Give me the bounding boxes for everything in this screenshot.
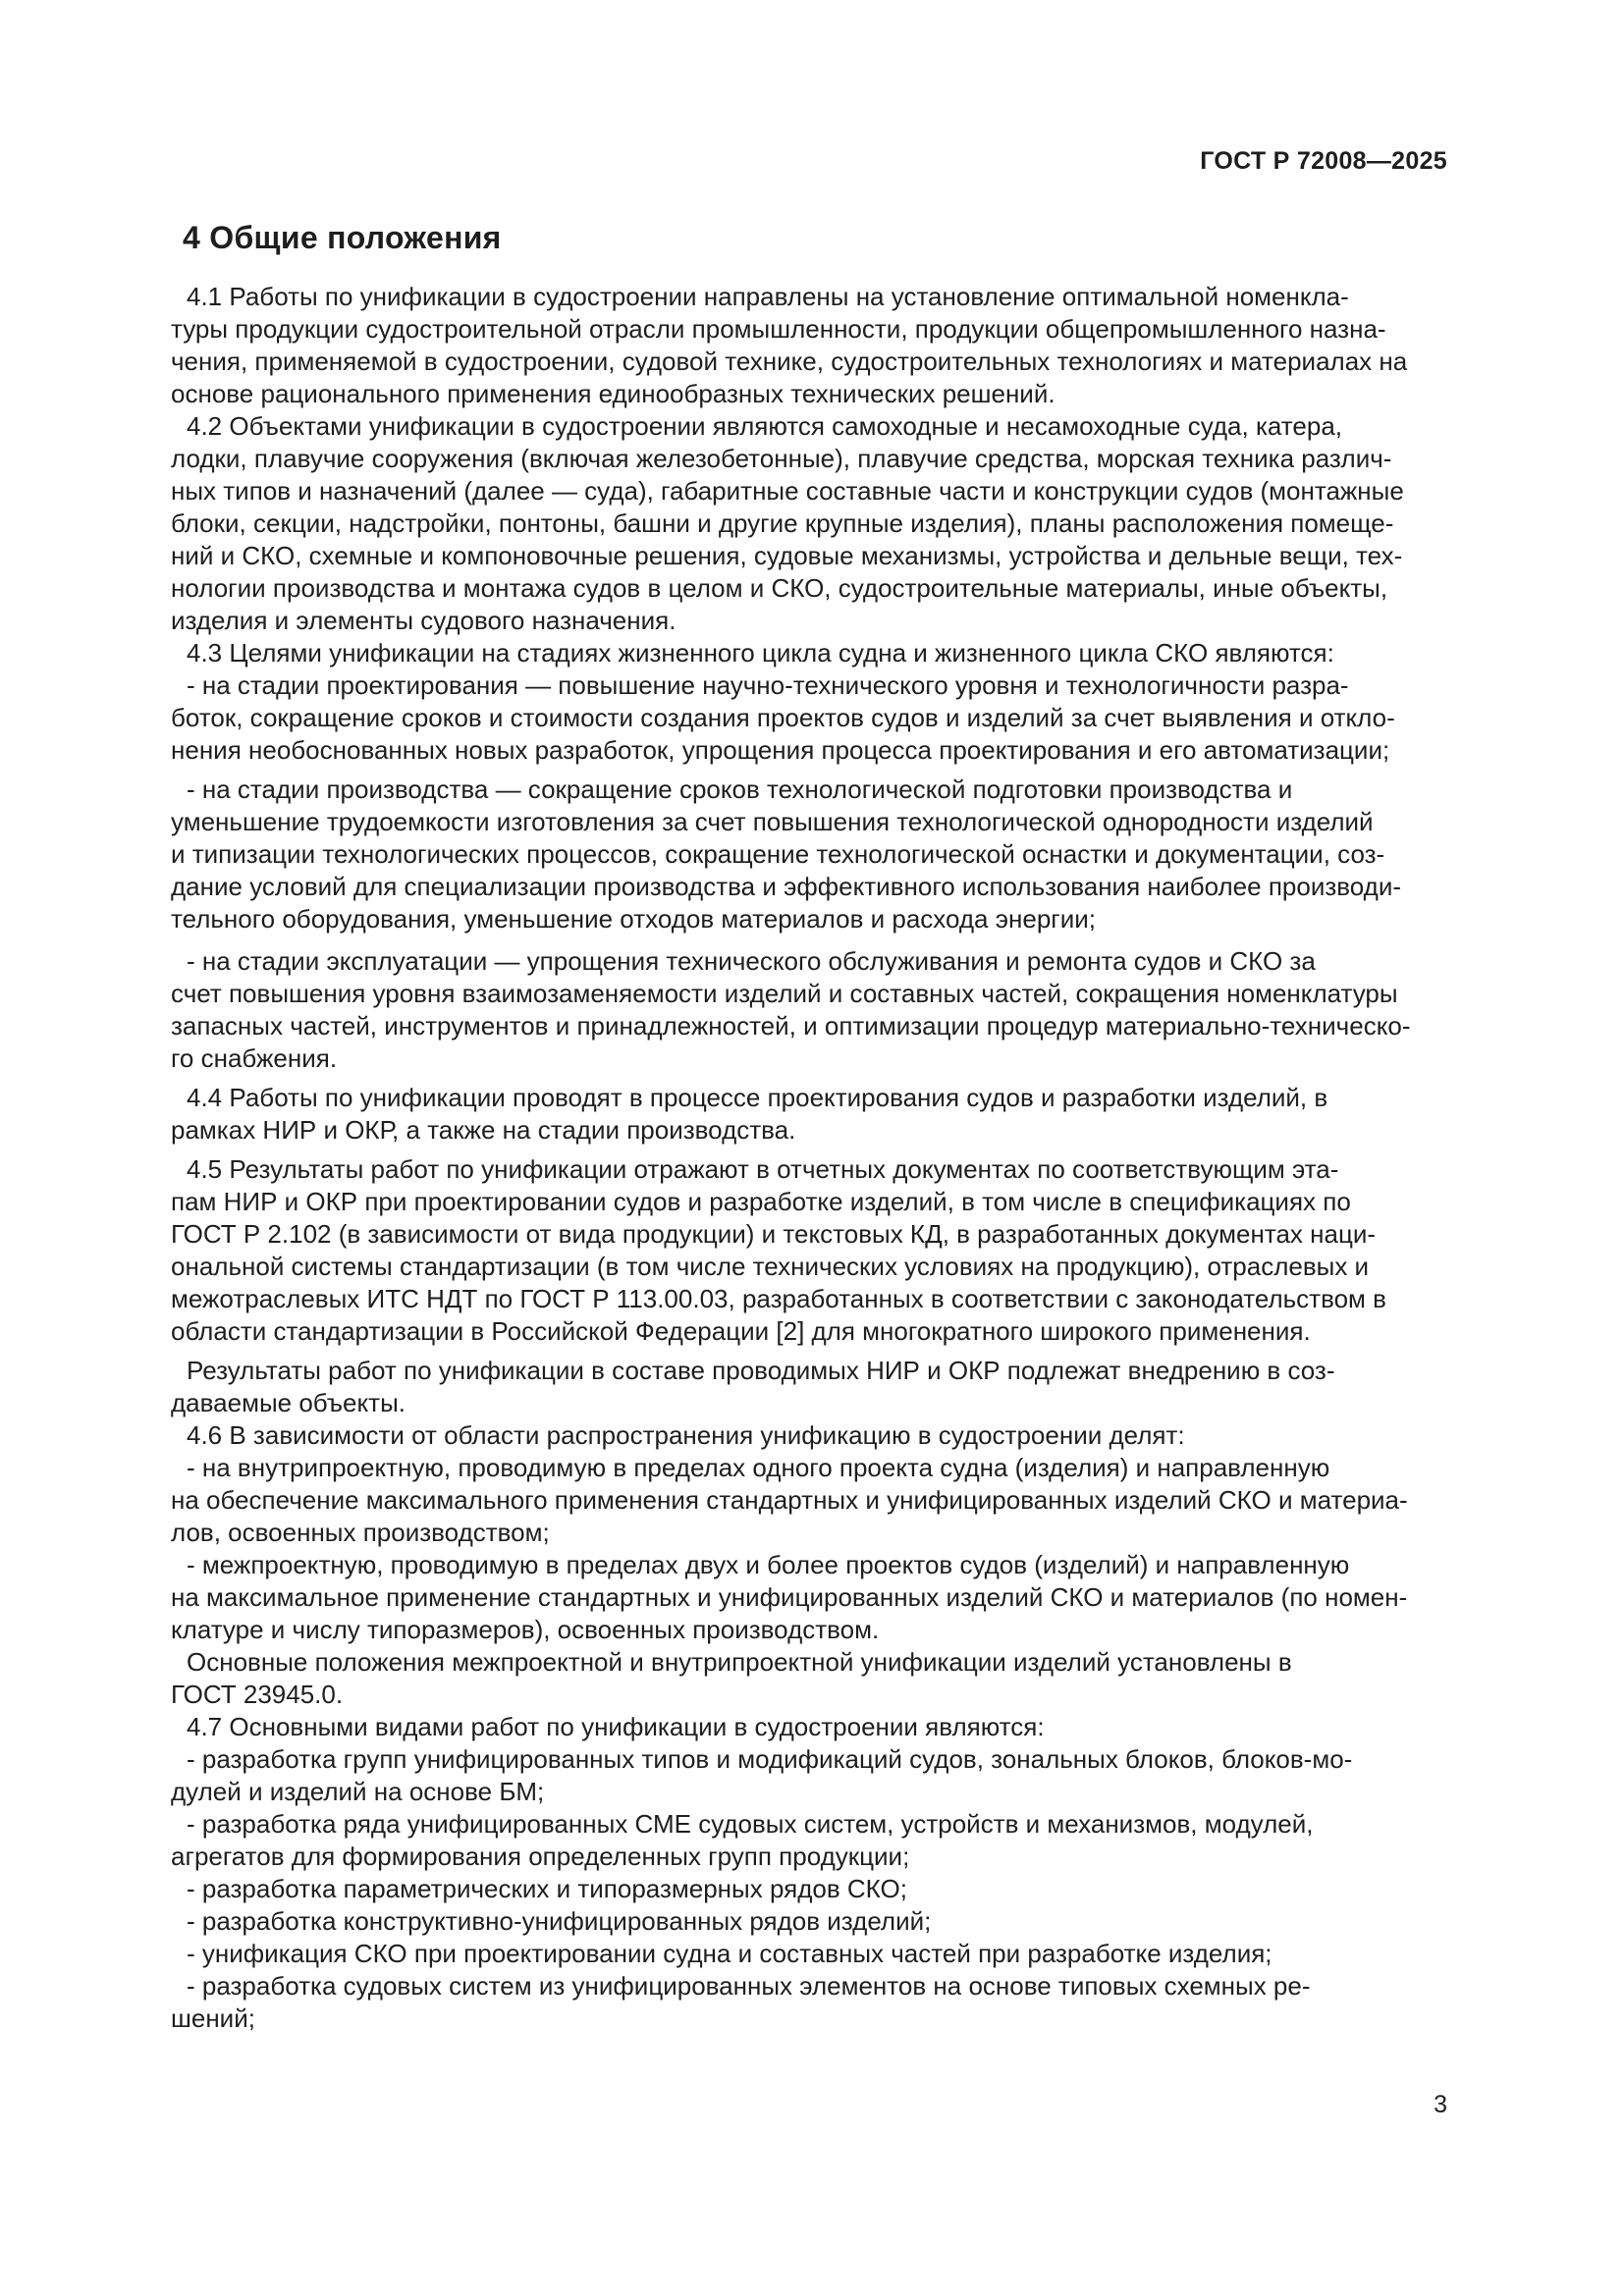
text-line: - на внутрипроектную, проводимую в пределах одного проекта судна (изделия) и направленную: [187, 1453, 1330, 1482]
body-text: [171, 281, 1447, 2035]
text-line: запасных частей, инструментов и принадлежностей, и оптимизации процедур материально-техническо-: [171, 1011, 1411, 1041]
text-line: ГОСТ 23945.0.: [171, 1680, 344, 1709]
text-line: 4.5 Результаты работ по унификации отражают в отчетных документах по соответствующим эта-: [187, 1154, 1339, 1184]
text-line: клатуре и числу типоразмеров), освоенных производством.: [171, 1615, 880, 1644]
text-line: счет повышения уровня взаимозаменяемости изделий и составных частей, сокращения номенклатуры: [171, 979, 1398, 1008]
text-line: лов, освоенных производством;: [171, 1518, 550, 1547]
text-line: 4.2 Объектами унификации в судостроении являются самоходные и несамоходные суда, катера,: [187, 411, 1343, 441]
text-line: межотраслевых ИТС НДТ по ГОСТ Р 113.00.03, разработанных в соответствии с законодательством в: [171, 1284, 1386, 1313]
text-line: даваемые объекты.: [171, 1388, 406, 1417]
text-line: - на стадии производства — сокращение сроков технологической подготовки производства и: [187, 774, 1293, 804]
text-line: Основные положения межпроектной и внутрипроектной унификации изделий установлены в: [187, 1647, 1292, 1677]
text-line: - на стадии проектирования — повышение научно-технического уровня и технологичности разра-: [187, 670, 1349, 700]
text-line: - разработка судовых систем из унифицированных элементов на основе типовых схемных ре-: [187, 1971, 1311, 2001]
text-line: уменьшение трудоемкости изготовления за счет повышения технологической однородности изделий: [171, 807, 1374, 836]
page-number: 3: [1434, 2091, 1447, 2118]
text-line: - унификация СКО при проектировании судна и составных частей при разработке изделия;: [187, 1939, 1272, 1968]
text-line: пам НИР и ОКР при проектировании судов и разработке изделий, в том числе в спецификациях по: [171, 1187, 1351, 1216]
text-line: 4.6 В зависимости от области распространения унификацию в судостроении делят:: [187, 1420, 1185, 1450]
text-line: области стандартизации в Российской Федерации [2] для многократного широкого применения.: [171, 1316, 1311, 1346]
text-line: блоки, секции, надстройки, понтоны, башни и другие крупные изделия), планы расположения помеще-: [171, 508, 1394, 538]
text-line: ний и СКО, схемные и компоновочные решения, судовые механизмы, устройства и дельные вещи, тех-: [171, 541, 1403, 570]
text-line: - на стадии эксплуатации — упрощения технического обслуживания и ремонта судов и СКО за: [187, 946, 1316, 976]
text-line: ных типов и назначений (далее — суда), габаритные составные части и конструкции судов (монтажные: [171, 476, 1404, 506]
text-line: нологии производства и монтажа судов в целом и СКО, судостроительные материалы, иные объекты,: [171, 573, 1388, 603]
text-line: тельного оборудования, уменьшение отходов материалов и расхода энергии;: [171, 904, 1097, 934]
text-line: ональной системы стандартизации (в том числе технических условиях на продукцию), отраслевых и: [171, 1252, 1370, 1281]
text-line: - разработка параметрических и типоразмерных рядов СКО;: [187, 1874, 907, 1903]
text-line: шений;: [171, 2003, 255, 2033]
text-line: на максимальное применение стандартных и унифицированных изделий СКО и материалов (по номен-: [171, 1582, 1408, 1612]
text-line: боток, сокращение сроков и стоимости создания проектов судов и изделий за счет выявления и откло-: [171, 703, 1395, 732]
text-line: Результаты работ по унификации в составе проводимых НИР и ОКР подлежат внедрению в соз-: [187, 1356, 1335, 1385]
document-code-header: ГОСТ Р 72008—2025: [1200, 147, 1447, 175]
text-line: дание условий для специализации производства и эффективного использования наиболее производи-: [171, 872, 1402, 901]
text-line: и типизации технологических процессов, сокращение технологической оснастки и документации, соз-: [171, 839, 1385, 869]
text-line: рамках НИР и ОКР, а также на стадии производства.: [171, 1115, 796, 1145]
text-line: - разработка ряда унифицированных СМЕ судовых систем, устройств и механизмов, модулей,: [187, 1809, 1314, 1839]
section-title: 4 Общие положения: [183, 220, 502, 255]
text-line: чения, применяемой в судостроении, судовой технике, судостроительных технологиях и материалах на: [171, 347, 1408, 376]
text-line: дулей и изделий на основе БМ;: [171, 1777, 545, 1806]
text-line: ГОСТ Р 2.102 (в зависимости от вида продукции) и текстовых КД, в разработанных документах наци-: [171, 1219, 1377, 1249]
text-line: - разработка конструктивно-унифицированных рядов изделий;: [187, 1906, 932, 1936]
text-line: 4.4 Работы по унификации проводят в процессе проектирования судов и разработки изделий, в: [187, 1083, 1328, 1112]
text-line: изделия и элементы судового назначения.: [171, 606, 677, 635]
text-line: на обеспечение максимального применения стандартных и унифицированных изделий СКО и материа-: [171, 1485, 1408, 1515]
text-line: - межпроектную, проводимую в пределах двух и более проектов судов (изделий) и направленную: [187, 1550, 1350, 1579]
text-line: 4.1 Работы по унификации в судостроении направлены на установление оптимальной номенкла-: [187, 282, 1349, 311]
text-line: туры продукции судостроительной отрасли промышленности, продукции общепромышленного назна-: [171, 314, 1386, 344]
text-line: нения необоснованных новых разработок, упрощения процесса проектирования и его автоматизации;: [171, 735, 1390, 765]
text-line: 4.3 Целями унификации на стадиях жизненного цикла судна и жизненного цикла СКО являются:: [187, 638, 1334, 667]
text-line: 4.7 Основными видами работ по унификации в судостроении являются:: [187, 1712, 1045, 1741]
text-line: го снабжения.: [171, 1043, 338, 1073]
text-line: лодки, плавучие сооружения (включая железобетонные), плавучие средства, морская техника различ-: [171, 444, 1392, 473]
text-line: основе рационального применения единообразных технических решений.: [171, 379, 1056, 408]
text-line: агрегатов для формирования определенных групп продукции;: [171, 1842, 910, 1871]
text-line: - разработка групп унифицированных типов и модификаций судов, зональных блоков, блоков-мо-: [187, 1744, 1353, 1774]
